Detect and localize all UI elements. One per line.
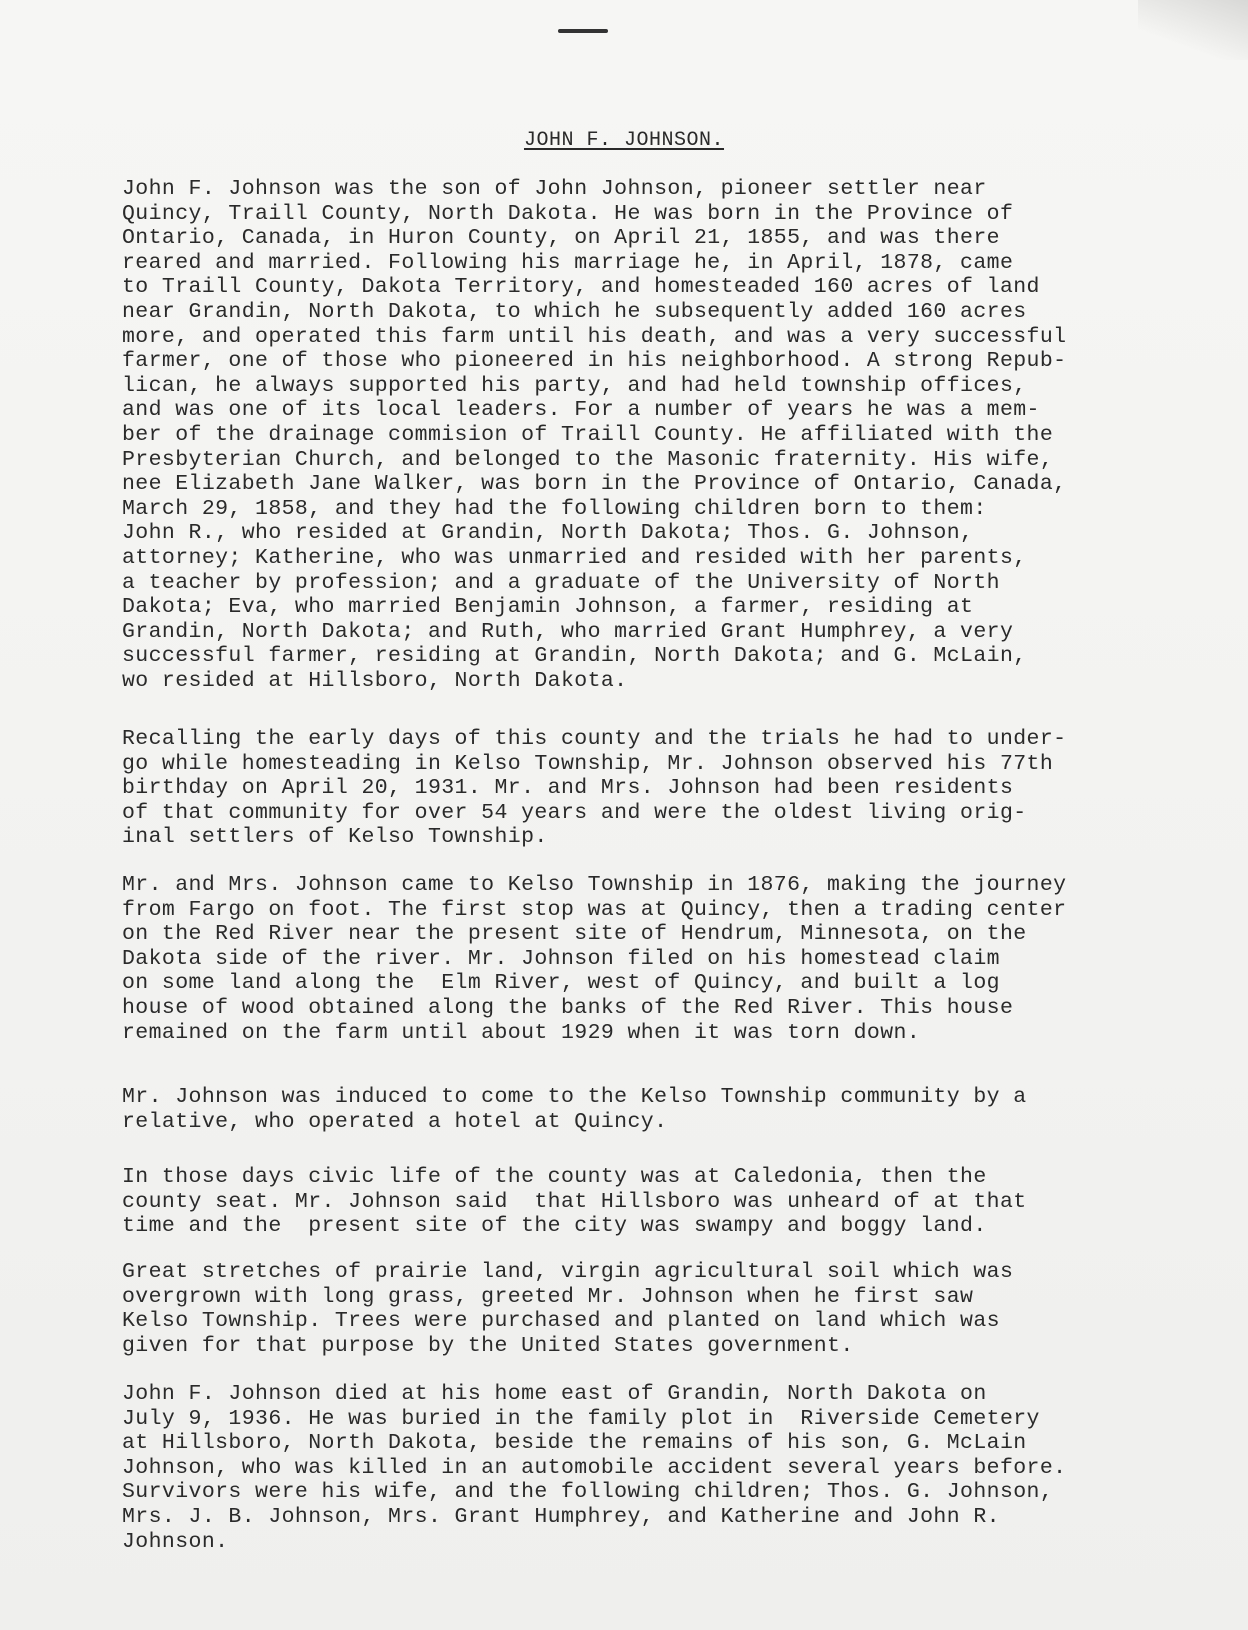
text-line: Grandin, North Dakota; and Ruth, who married Grant Humphrey, a very [122, 619, 1014, 644]
text-line: overgrown with long grass, greeted Mr. Johnson when he first saw [122, 1284, 974, 1309]
text-line: Great stretches of prairie land, virgin agricultural soil which was [122, 1260, 1014, 1284]
text-line: farmer, one of those who pioneered in his neighborhood. A strong Repub- [122, 349, 1067, 374]
paragraph-early-days [122, 727, 1202, 850]
page-corner-shadow [1138, 0, 1248, 60]
text-line: successful farmer, residing at Grandin, North Dakota; and G. McLain, [122, 644, 1027, 669]
text-line: July 9, 1936. He was buried in the family plot in Riverside Cemetery [122, 1406, 1040, 1431]
text-line: Mrs. J. B. Johnson, Mrs. Grant Humphrey, and Katherine and John R. [122, 1504, 1000, 1529]
text-line: go while homesteading in Kelso Township, Mr. Johnson observed his 77th [122, 751, 1054, 776]
text-line: Kelso Township. Trees were purchased and planted on land which was [122, 1309, 1000, 1334]
text-line: birthday on April 20, 1931. Mr. and Mrs. Johnson had been residents [122, 776, 1014, 801]
text-line: John F. Johnson died at his home east of Grandin, North Dakota on [122, 1382, 987, 1406]
text-line: Mr. Johnson was induced to come to the Kelso Township community by a [122, 1085, 1027, 1109]
text-line: John F. Johnson was the son of John Johnson, pioneer settler near [122, 177, 987, 201]
text-line: inal settlers of Kelso Township. [122, 825, 548, 850]
text-line: In those days civic life of the county was at Caledonia, then the [122, 1165, 987, 1189]
text-line: March 29, 1858, and they had the following children born to them: [122, 496, 987, 521]
text-line: Presbyterian Church, and belonged to the Masonic fraternity. His wife, [122, 447, 1054, 472]
text-line: on some land along the Elm River, west of Quincy, and built a log [122, 971, 1000, 996]
text-line: Mr. and Mrs. Johnson came to Kelso Township in 1876, making the journey [122, 873, 1067, 897]
document-title [0, 129, 1248, 152]
text-line: near Grandin, North Dakota, to which he subsequently added 160 acres [122, 299, 1027, 324]
text-line: lican, he always supported his party, and had held township offices, [122, 373, 1027, 398]
text-line: Johnson, who was killed in an automobile accident several years before. [122, 1455, 1067, 1480]
text-line: Recalling the early days of this county and the trials he had to under- [122, 727, 1067, 751]
paragraph-biography [122, 177, 1202, 693]
text-line: more, and operated this farm until his death, and was a very successful [122, 324, 1067, 349]
paragraph-civic-life [122, 1165, 1202, 1239]
title-text: JOHN F. JOHNSON. [523, 129, 725, 152]
text-line: remained on the farm until about 1929 when it was torn down. [122, 1020, 921, 1045]
text-line: Quincy, Traill County, North Dakota. He was born in the Province of [122, 201, 1014, 226]
text-line: a teacher by profession; and a graduate of the University of North [122, 570, 1000, 595]
text-line: Dakota; Eva, who married Benjamin Johnson, a farmer, residing at [122, 595, 974, 620]
paragraph-death [122, 1382, 1202, 1554]
text-line: at Hillsboro, North Dakota, beside the remains of his son, G. McLain [122, 1431, 1027, 1456]
text-line: of that community for over 54 years and were the oldest living orig- [122, 800, 1027, 825]
paragraph-prairie [122, 1260, 1202, 1358]
text-line: and was one of its local leaders. For a number of years he was a mem- [122, 398, 1040, 423]
text-line: attorney; Katherine, who was unmarried and resided with her parents, [122, 545, 1027, 570]
text-line: ber of the drainage commision of Traill County. He affiliated with the [122, 422, 1054, 447]
text-line: relative, who operated a hotel at Quincy. [122, 1109, 668, 1134]
text-line: Dakota side of the river. Mr. Johnson filed on his homestead claim [122, 946, 1000, 971]
text-line: from Fargo on foot. The first stop was at Quincy, then a trading center [122, 897, 1067, 922]
text-line: county seat. Mr. Johnson said that Hillsboro was unheard of at that [122, 1189, 1027, 1214]
text-line: wo resided at Hillsboro, North Dakota. [122, 668, 628, 693]
text-line: nee Elizabeth Jane Walker, was born in the Province of Ontario, Canada, [122, 472, 1067, 497]
paragraph-induced [122, 1085, 1202, 1134]
text-line: John R., who resided at Grandin, North Dakota; Thos. G. Johnson, [122, 521, 974, 546]
text-line: Survivors were his wife, and the following children; Thos. G. Johnson, [122, 1480, 1054, 1505]
staple-mark [558, 29, 608, 33]
text-line: on the Red River near the present site of Hendrum, Minnesota, on the [122, 922, 1027, 947]
text-line: to Traill County, Dakota Territory, and homesteaded 160 acres of land [122, 275, 1040, 300]
text-line: given for that purpose by the United States government. [122, 1333, 854, 1358]
text-line: Ontario, Canada, in Huron County, on April 21, 1855, and was there [122, 226, 1000, 251]
text-line: house of wood obtained along the banks of the Red River. This house [122, 995, 1014, 1020]
text-line: Johnson. [122, 1529, 229, 1554]
paragraph-journey [122, 873, 1202, 1045]
text-line: time and the present site of the city was swampy and boggy land. [122, 1214, 987, 1239]
text-line: reared and married. Following his marriage he, in April, 1878, came [122, 250, 1014, 275]
